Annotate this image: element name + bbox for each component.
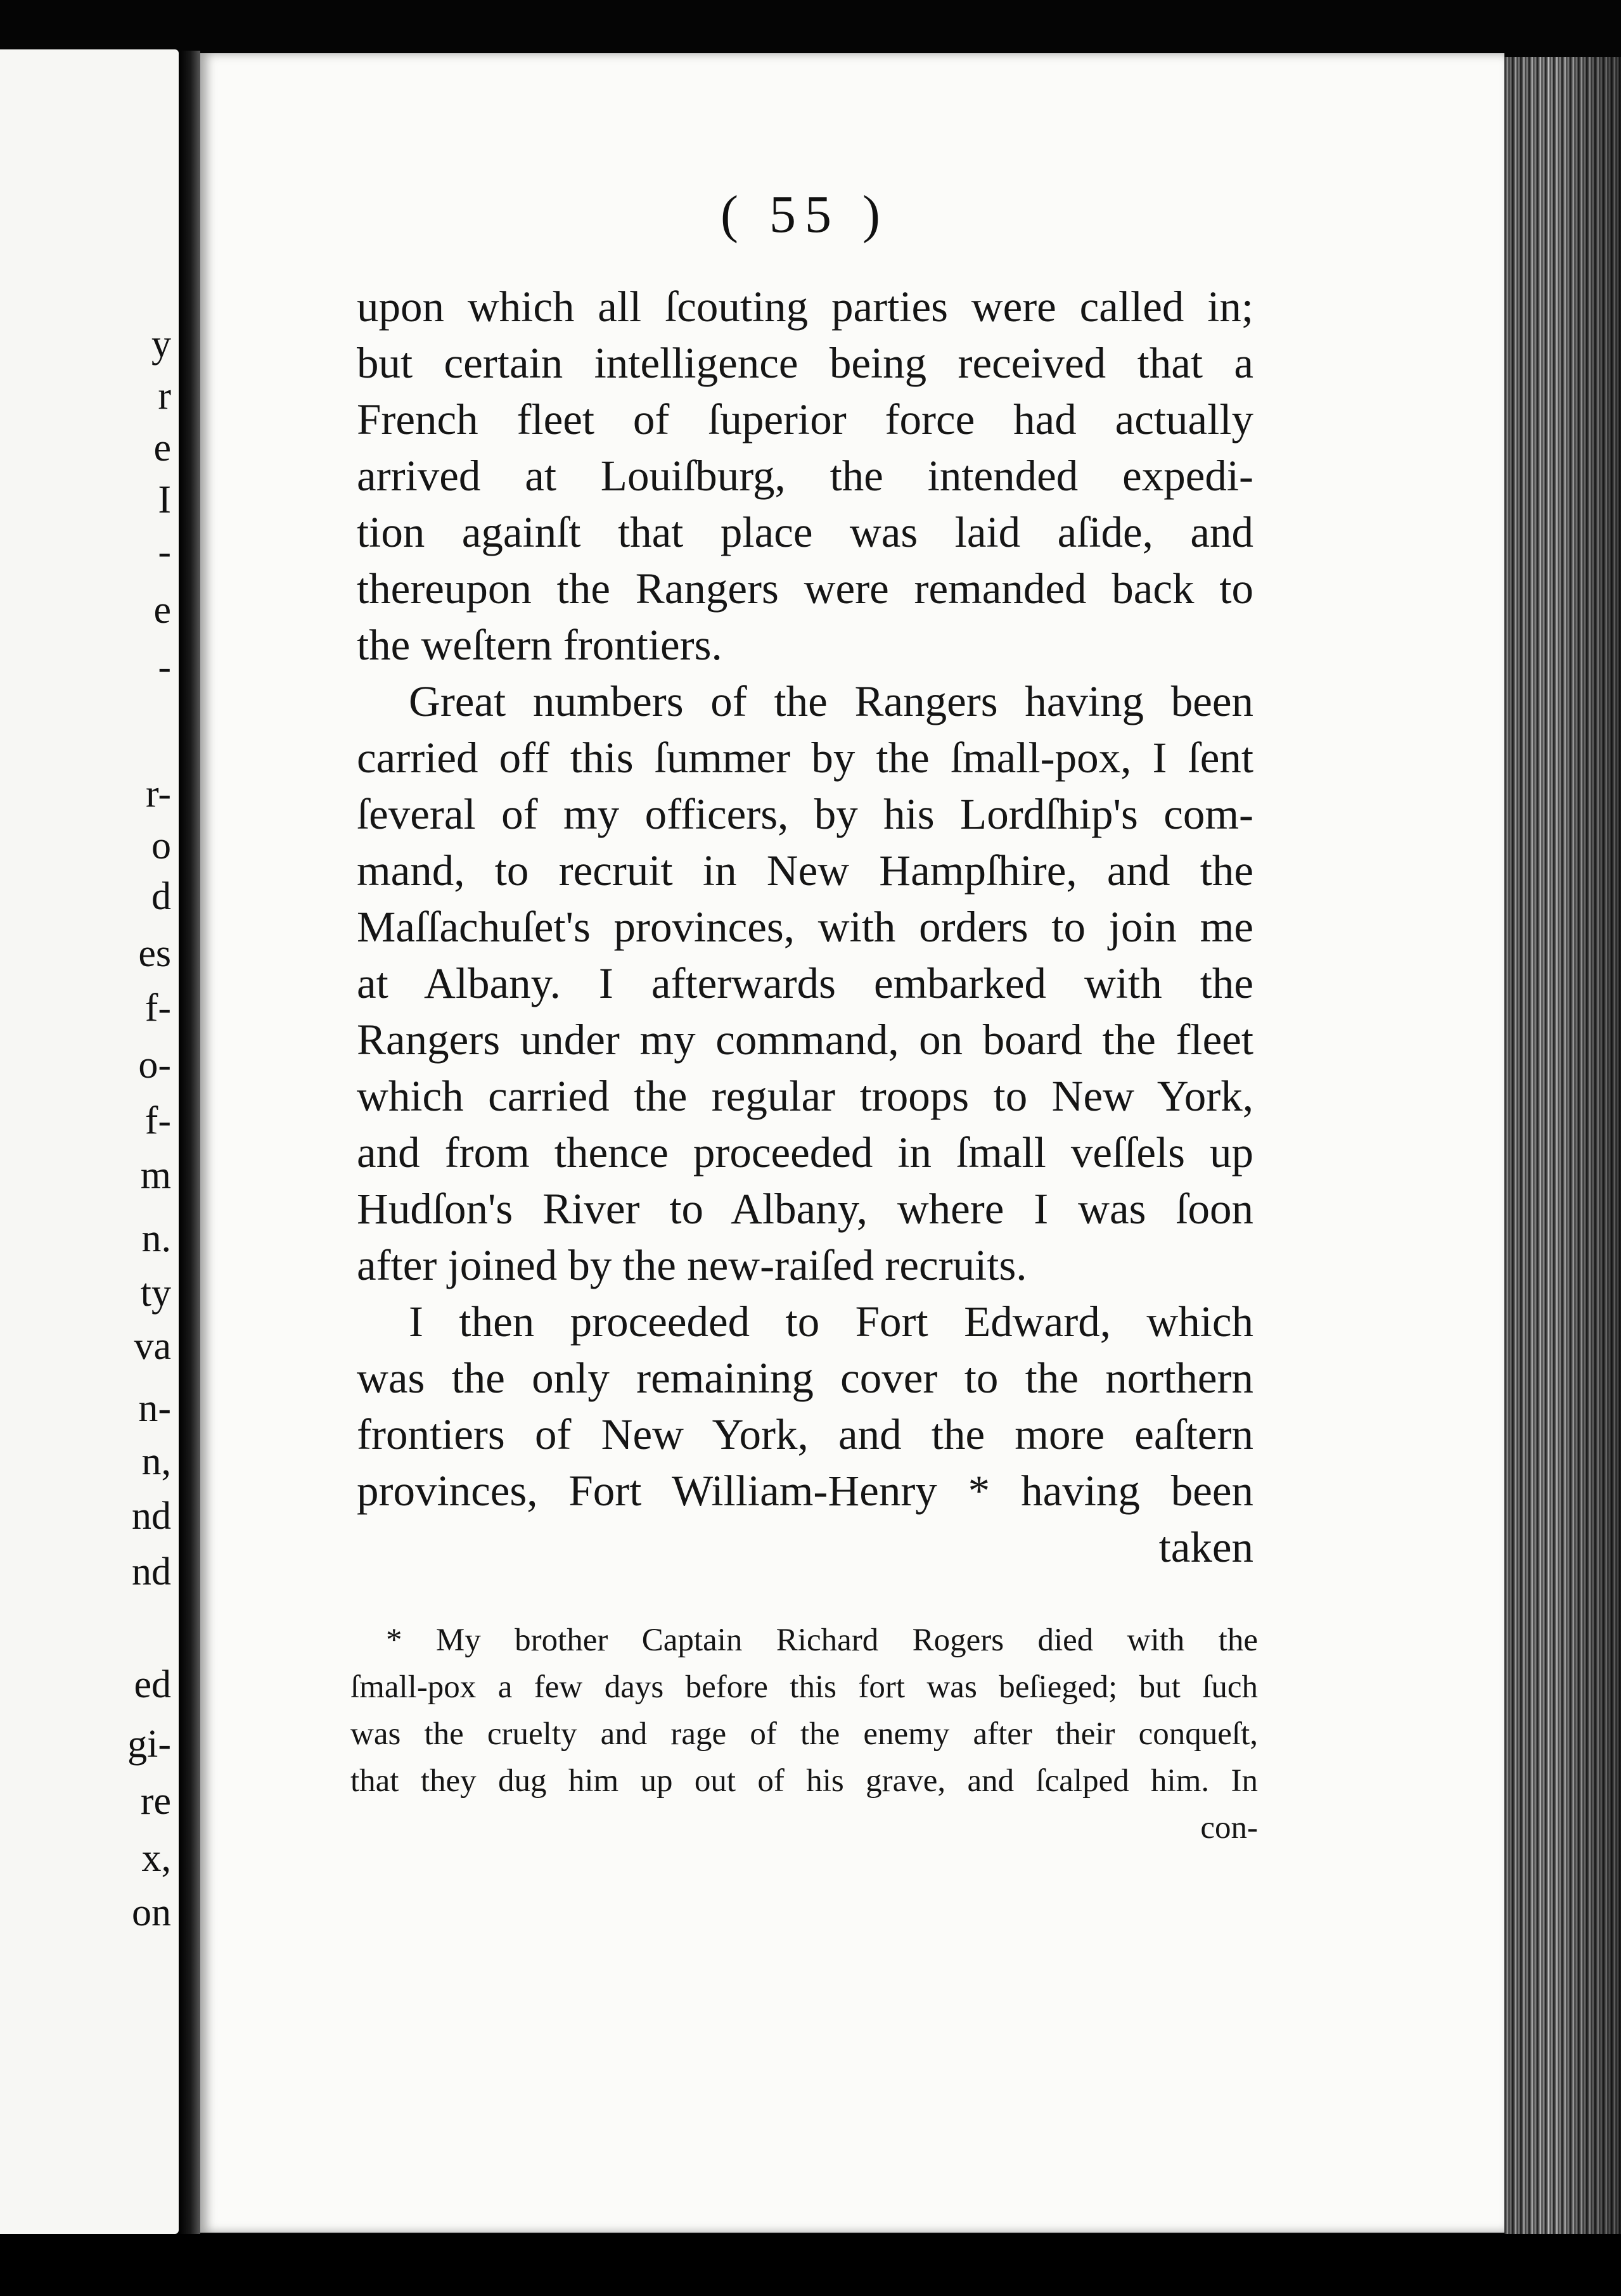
page-number: ( 55 ) [721, 185, 889, 244]
text-line: and from thence proceeded in ſmall veſſels up [357, 1128, 1253, 1177]
fragment: n- [138, 1387, 171, 1430]
fragment: f- [144, 1099, 171, 1142]
footnote-line: that they dug him up out of his grave, and ſcalped him. In [350, 1763, 1258, 1799]
text-line: at Albany. I afterwards embarked with the [357, 959, 1253, 1007]
text-line: arrived at Louiſburg, the intended expedi- [357, 452, 1253, 500]
fragment: nd [132, 1550, 171, 1593]
fragment: m [140, 1154, 171, 1197]
text-line: Maſſachuſet's provinces, with orders to join me [357, 903, 1253, 951]
fragment: r- [145, 772, 171, 815]
text-line: frontiers of New York, and the more eaſtern [357, 1410, 1253, 1458]
fragment: - [158, 530, 171, 573]
text-line: after joined by the new-raiſed recruits. [357, 1241, 1027, 1289]
text-line: but certain intelligence being received that a [357, 339, 1253, 387]
fragment: nd [132, 1495, 171, 1538]
fragment: va [134, 1325, 171, 1368]
fragment: - [158, 646, 171, 689]
fragment: f- [144, 986, 171, 1030]
fragment: I [158, 478, 171, 521]
footnote-catchword: con- [1200, 1810, 1258, 1846]
fragment: r [158, 374, 171, 418]
fragment: es [138, 932, 171, 975]
fragment: o- [138, 1043, 171, 1087]
fragment: e [153, 589, 171, 632]
fragment: on [132, 1891, 171, 1934]
fragment: ty [140, 1272, 171, 1315]
text-line: I then proceeded to Fort Edward, which [409, 1298, 1253, 1346]
fore-edge-shading [1504, 57, 1621, 2255]
fragment: e [153, 426, 171, 469]
text-line: the weſtern frontiers. [357, 621, 722, 669]
footnote-line: was the cruelty and rage of the enemy after their conqueſt, [350, 1716, 1258, 1752]
fragment: ed [134, 1663, 171, 1706]
text-line: ſeveral of my officers, by his Lordſhip's com- [357, 790, 1253, 838]
text-line: Great numbers of the Rangers having been [409, 677, 1253, 725]
text-line: which carried the regular troops to New York, [357, 1072, 1253, 1120]
text-line: carried off this ſummer by the ſmall-pox, I ſent [357, 734, 1253, 782]
fragment: re [140, 1780, 171, 1823]
footnote [350, 1617, 1258, 1851]
fragment: n, [141, 1440, 171, 1483]
footnote-line: * My brother Captain Richard Rogers died with the [386, 1623, 1258, 1658]
book-gutter [179, 51, 200, 2243]
text-line: thereupon the Rangers were remanded back to [357, 564, 1253, 613]
text-line: Rangers under my command, on board the fleet [357, 1016, 1253, 1064]
text-line: tion againſt that place was laid aſide, and [357, 508, 1253, 556]
text-line: French fleet of ſuperior force had actually [357, 395, 1253, 443]
text-line: upon which all ſcouting parties were called in; [357, 283, 1253, 331]
fragment: gi- [127, 1723, 171, 1766]
fragment: o [151, 824, 171, 867]
footnote-line: ſmall-pox a few days before this fort was beſieged; but ſuch [350, 1669, 1258, 1705]
fragment: y [151, 322, 171, 366]
body-text [357, 279, 1253, 1576]
fragment: d [151, 875, 171, 918]
scan-bottom-border [0, 2234, 1621, 2296]
catchword: taken [1158, 1523, 1253, 1571]
fragment: x, [141, 1837, 171, 1880]
text-line: provinces, Fort William-Henry * having been [357, 1467, 1253, 1515]
fragment: n. [141, 1217, 171, 1260]
text-line: was the only remaining cover to the northern [357, 1354, 1253, 1402]
text-line: Hudſon's River to Albany, where I was ſoon [357, 1185, 1253, 1233]
facing-page-edge [0, 49, 179, 2234]
text-line: mand, to recruit in New Hampſhire, and the [357, 846, 1253, 895]
